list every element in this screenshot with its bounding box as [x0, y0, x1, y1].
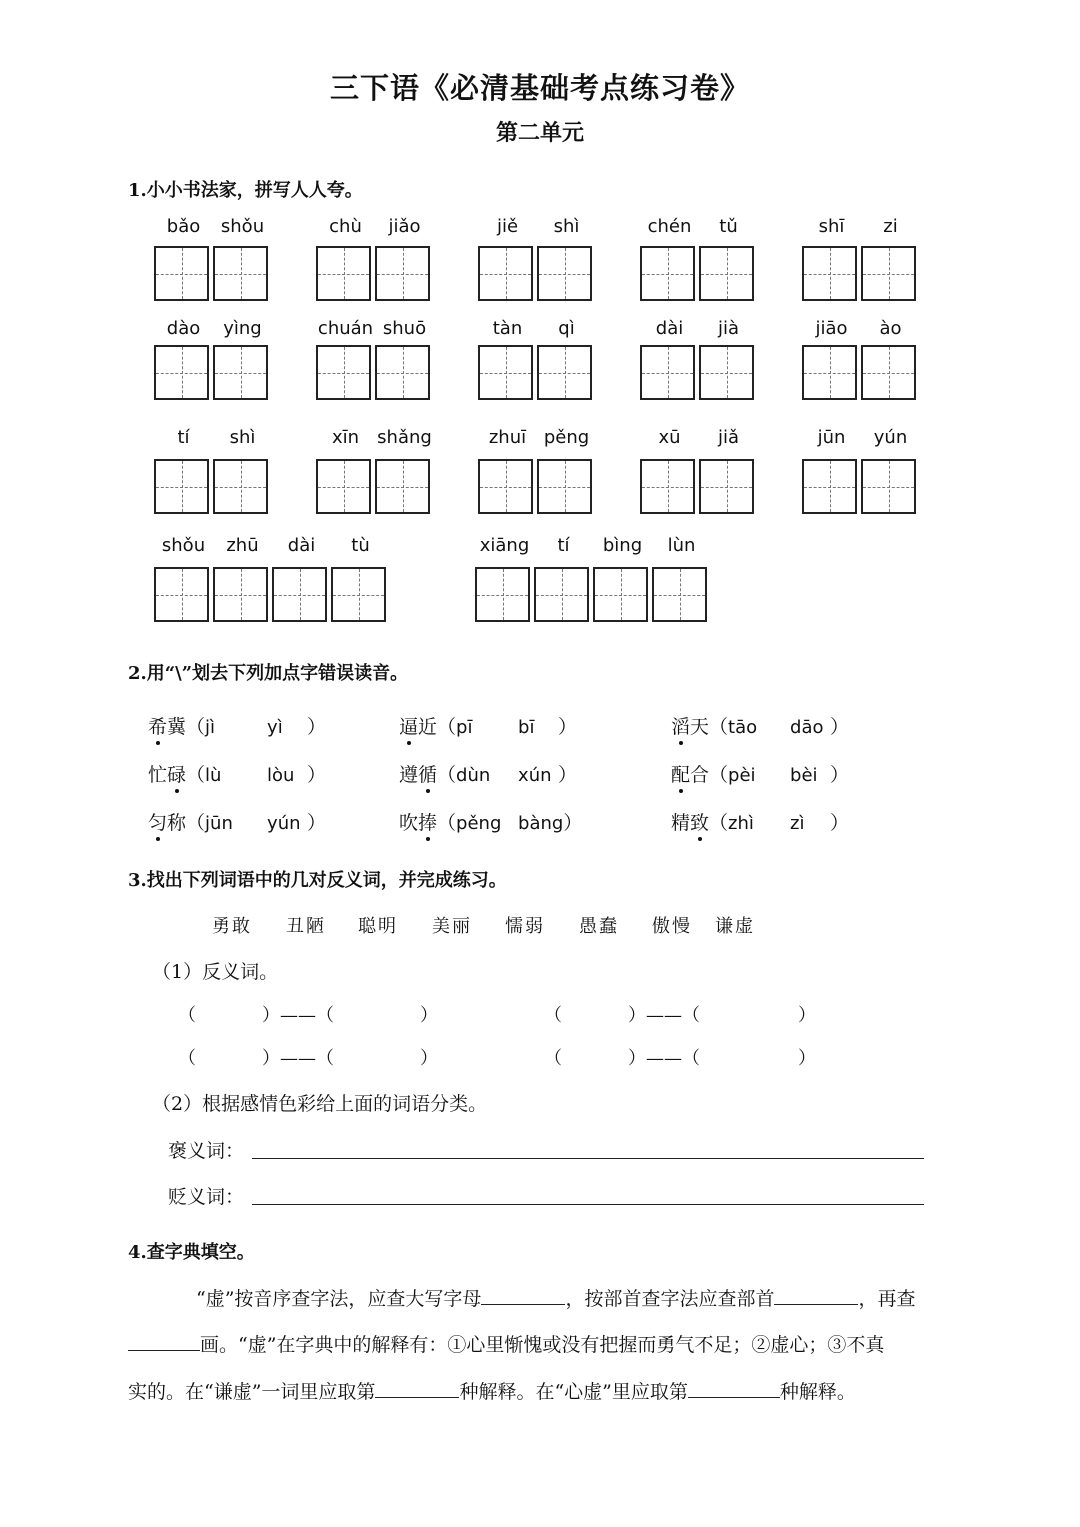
dotted-character: 希 [148, 712, 167, 739]
pinyin-label: qì [558, 318, 575, 339]
pinyin-label: dào [166, 318, 201, 339]
pinyin-label: shī [818, 216, 845, 237]
pronunciation-item [671, 808, 849, 835]
writing-grid-cell[interactable] [699, 246, 754, 301]
word-bank-item: 丑陋 [286, 916, 326, 937]
close-paren: ） [830, 812, 850, 834]
character: 忙 [148, 764, 168, 786]
grid-guide-vertical [241, 461, 242, 512]
writing-grid-cell[interactable] [213, 567, 268, 622]
pinyin-label: dài [655, 318, 684, 339]
dotted-character: 捧 [418, 808, 437, 835]
pinyin-label: yìng [223, 318, 262, 339]
writing-grid-cell[interactable] [640, 345, 695, 400]
grid-guide-vertical [668, 347, 669, 398]
pinyin-label: tǔ [719, 216, 738, 237]
pinyin-label: shì [553, 216, 580, 237]
writing-grid-cell[interactable] [213, 459, 268, 514]
close-paren: ） [830, 764, 850, 786]
positive-words-label: 褒义词： [168, 1140, 245, 1162]
antonym-pair-bracket: （ [178, 1048, 196, 1069]
open-paren: （ [186, 716, 206, 738]
antonym-blank[interactable] [196, 999, 260, 1025]
pronunciation-item [399, 712, 577, 739]
writing-grid-cell[interactable] [272, 567, 327, 622]
grid-guide-vertical [403, 461, 404, 512]
writing-grid-cell[interactable] [699, 345, 754, 400]
pronunciation-item [399, 808, 582, 835]
reading-option-b[interactable]: yún [267, 813, 301, 834]
writing-grid-cell[interactable] [316, 246, 371, 301]
grid-guide-vertical [344, 347, 345, 398]
grid-guide-vertical [403, 248, 404, 299]
antonym-pair-bracket: ）——（ [628, 1005, 700, 1026]
q3-heading: 3.找出下列词语中的几对反义词，并完成练习。 [128, 870, 507, 891]
pinyin-label: tí [557, 535, 570, 556]
writing-grid-cell[interactable] [213, 246, 268, 301]
positive-words-answer-line[interactable] [252, 1158, 924, 1159]
antonym-blank[interactable] [562, 999, 626, 1025]
grid-guide-vertical [503, 569, 504, 620]
close-paren: ） [563, 812, 583, 834]
grid-guide-vertical [830, 461, 831, 512]
antonym-pair-bracket: ） [420, 1048, 438, 1069]
reading-option-b[interactable]: dāo [790, 717, 824, 738]
pinyin-label: jiǎ [717, 427, 740, 448]
reading-option-a[interactable]: zhì [728, 813, 754, 834]
reading-option-a[interactable]: pěng [456, 813, 502, 834]
pinyin-label: jiě [496, 216, 519, 237]
negative-words-label: 贬义词： [168, 1186, 245, 1208]
reading-option-a[interactable]: lù [205, 765, 222, 786]
word-bank-item: 傲慢 [652, 916, 692, 937]
radical-blank[interactable] [774, 1304, 858, 1305]
grid-guide-vertical [889, 248, 890, 299]
writing-grid-cell[interactable] [154, 567, 209, 622]
open-paren: （ [437, 716, 457, 738]
writing-grid-cell[interactable] [652, 567, 707, 622]
reading-option-b[interactable]: bèi [790, 765, 818, 786]
pinyin-label: shì [229, 427, 256, 448]
writing-grid-cell[interactable] [534, 567, 589, 622]
q4-line-1-text-c: ，再查 [858, 1288, 916, 1310]
q4-line-3-text-a: 实的。在“谦虚”一词里应取第 [128, 1381, 376, 1403]
antonym-pair-bracket: ）——（ [262, 1005, 334, 1026]
grid-guide-vertical [506, 461, 507, 512]
writing-grid-cell[interactable] [475, 567, 530, 622]
dotted-character: 循 [418, 760, 437, 787]
letter-blank[interactable] [481, 1304, 565, 1305]
q4-line-3-text-b: 种解释。在“心虚”里应取第 [459, 1381, 688, 1403]
writing-grid-cell[interactable] [861, 246, 916, 301]
grid-guide-vertical [668, 461, 669, 512]
reading-option-b[interactable]: xún [518, 765, 552, 786]
dotted-character: 配 [671, 760, 690, 787]
open-paren: （ [186, 812, 206, 834]
reading-option-a[interactable]: jūn [205, 813, 233, 834]
antonym-pair-bracket: （ [544, 1048, 562, 1069]
pronunciation-item [148, 712, 326, 739]
page-subtitle: 第二单元 [495, 120, 584, 146]
close-paren: ） [558, 716, 578, 738]
grid-guide-vertical [668, 248, 669, 299]
antonym-pair-bracket: ） [798, 1048, 816, 1069]
reading-option-b[interactable]: zì [790, 813, 805, 834]
close-paren: ） [830, 716, 850, 738]
antonym-pair-bracket: （ [544, 1005, 562, 1026]
page-title: 三下语《必清基础考点练习卷》 [329, 71, 750, 105]
close-paren: ） [307, 716, 327, 738]
antonym-blank[interactable] [196, 1042, 260, 1068]
pinyin-label: bìng [602, 535, 643, 556]
reading-option-b[interactable]: lòu [267, 765, 295, 786]
writing-grid-cell[interactable] [593, 567, 648, 622]
character: 近 [418, 716, 438, 738]
q4-heading: 4.查字典填空。 [128, 1242, 255, 1263]
writing-grid-cell[interactable] [537, 459, 592, 514]
pronunciation-item [148, 760, 326, 787]
grid-guide-vertical [344, 248, 345, 299]
reading-option-a[interactable]: pī [456, 717, 473, 738]
grid-guide-vertical [621, 569, 622, 620]
reading-option-b[interactable]: bàng [518, 813, 564, 834]
writing-grid-cell[interactable] [640, 246, 695, 301]
dotted-character: 匀 [148, 808, 167, 835]
open-paren: （ [709, 764, 729, 786]
grid-guide-vertical [506, 248, 507, 299]
pinyin-label: shǎng [377, 427, 432, 448]
writing-grid-cell[interactable] [802, 459, 857, 514]
reading-option-a[interactable]: dùn [456, 765, 491, 786]
dotted-character: 碌 [167, 760, 186, 787]
character: 精 [671, 812, 691, 834]
reading-option-b[interactable]: bī [518, 717, 535, 738]
q3-part2-label: （2）根据感情色彩给上面的词语分类。 [152, 1093, 488, 1115]
grid-guide-vertical [562, 569, 563, 620]
pinyin-label: tù [351, 535, 370, 556]
dotted-character: 滔 [671, 712, 690, 739]
antonym-blank[interactable] [562, 1042, 626, 1068]
pinyin-label: bǎo [166, 216, 201, 237]
writing-grid-cell[interactable] [375, 345, 430, 400]
open-paren: （ [709, 812, 729, 834]
writing-grid-cell[interactable] [537, 345, 592, 400]
reading-option-b[interactable]: yì [267, 717, 283, 738]
grid-guide-vertical [565, 248, 566, 299]
pinyin-label: lùn [667, 535, 696, 556]
writing-grid-cell[interactable] [331, 567, 386, 622]
character: 合 [690, 764, 710, 786]
word-bank-item: 谦虚 [715, 916, 755, 937]
qianxu-meaning-blank[interactable] [375, 1397, 459, 1398]
pinyin-label: shǒu [161, 535, 206, 556]
word-bank-item: 美丽 [432, 916, 472, 937]
xinxu-meaning-blank[interactable] [688, 1397, 780, 1398]
writing-grid-cell[interactable] [537, 246, 592, 301]
q4-line-1-text-a: “虚”按音序查字法，应查大写字母 [196, 1288, 482, 1310]
open-paren: （ [186, 764, 206, 786]
grid-guide-vertical [359, 569, 360, 620]
pinyin-label: shǒu [220, 216, 265, 237]
antonym-pair-bracket: ）——（ [262, 1048, 334, 1069]
grid-guide-vertical [889, 347, 890, 398]
grid-guide-vertical [727, 347, 728, 398]
pinyin-label: tí [177, 427, 190, 448]
close-paren: ） [307, 812, 327, 834]
antonym-blank[interactable] [346, 1042, 416, 1068]
character: 天 [690, 716, 710, 738]
grid-guide-vertical [727, 248, 728, 299]
grid-guide-vertical [565, 347, 566, 398]
word-bank-item: 勇敢 [212, 916, 252, 937]
writing-grid-cell[interactable] [316, 345, 371, 400]
pronunciation-item [671, 712, 849, 739]
q4-line-3 [128, 1377, 856, 1404]
writing-grid-cell[interactable] [861, 345, 916, 400]
pronunciation-item [148, 808, 326, 835]
stroke-count-blank[interactable] [128, 1350, 200, 1351]
antonym-pair-bracket: ）——（ [628, 1048, 700, 1069]
negative-words-answer-line[interactable] [252, 1204, 924, 1205]
writing-grid-cell[interactable] [154, 246, 209, 301]
grid-guide-vertical [182, 569, 183, 620]
antonym-pair-bracket: ） [420, 1005, 438, 1026]
character: 遵 [399, 764, 419, 786]
grid-guide-vertical [727, 461, 728, 512]
antonym-pair-bracket: （ [178, 1005, 196, 1026]
antonym-pair-bracket: ） [798, 1005, 816, 1026]
writing-grid-cell[interactable] [478, 459, 533, 514]
pinyin-label: zi [883, 216, 898, 237]
pinyin-label: jūn [817, 427, 846, 448]
character: 冀 [167, 716, 187, 738]
writing-grid-cell[interactable] [154, 345, 209, 400]
q4-line-2-text: 画。“虚”在字典中的解释有：①心里惭愧或没有把握而勇气不足；②虚心；③不真 [200, 1334, 885, 1356]
grid-guide-vertical [182, 461, 183, 512]
reading-option-a[interactable]: tāo [728, 717, 758, 738]
pinyin-label: zhuī [488, 427, 527, 448]
grid-guide-vertical [182, 248, 183, 299]
writing-grid-cell[interactable] [699, 459, 754, 514]
pronunciation-item [671, 760, 849, 787]
close-paren: ） [558, 764, 578, 786]
writing-grid-cell[interactable] [802, 345, 857, 400]
open-paren: （ [437, 812, 457, 834]
q4-line-2 [128, 1330, 884, 1357]
dotted-character: 致 [690, 808, 709, 835]
pinyin-label: ào [879, 318, 902, 339]
q3-part1-label: （1）反义词。 [152, 961, 279, 983]
pinyin-label: xiāng [479, 535, 530, 556]
q4-line-1-text-b: ，按部首查字法应查部首 [565, 1288, 775, 1310]
pinyin-label: shuō [382, 318, 427, 339]
q4-line-3-text-c: 种解释。 [779, 1381, 856, 1403]
writing-grid-cell[interactable] [154, 459, 209, 514]
pinyin-label: jiāo [815, 318, 848, 339]
antonym-blank[interactable] [346, 999, 416, 1025]
grid-guide-vertical [403, 347, 404, 398]
word-bank-item: 聪明 [358, 916, 398, 937]
writing-grid-cell[interactable] [375, 459, 430, 514]
writing-grid-cell[interactable] [316, 459, 371, 514]
antonym-blank[interactable] [712, 1042, 794, 1068]
grid-guide-vertical [300, 569, 301, 620]
grid-guide-vertical [889, 461, 890, 512]
grid-guide-vertical [344, 461, 345, 512]
pinyin-label: jià [717, 318, 740, 339]
grid-guide-vertical [830, 347, 831, 398]
word-bank-item: 愚蠢 [579, 916, 619, 937]
grid-guide-vertical [680, 569, 681, 620]
q2-heading: 2.用“\”划去下列加点字错误读音。 [128, 663, 409, 684]
writing-grid-cell[interactable] [478, 246, 533, 301]
pinyin-label: xīn [331, 427, 360, 448]
writing-grid-cell[interactable] [478, 345, 533, 400]
grid-guide-vertical [565, 461, 566, 512]
grid-guide-vertical [241, 248, 242, 299]
open-paren: （ [437, 764, 457, 786]
grid-guide-vertical [506, 347, 507, 398]
grid-guide-vertical [830, 248, 831, 299]
q4-line-1 [196, 1284, 915, 1311]
antonym-blank[interactable] [712, 999, 794, 1025]
pinyin-label: dài [287, 535, 316, 556]
pinyin-label: yún [873, 427, 908, 448]
grid-guide-vertical [241, 569, 242, 620]
writing-grid-cell[interactable] [861, 459, 916, 514]
pinyin-label: zhū [226, 535, 259, 556]
close-paren: ） [307, 764, 327, 786]
word-bank-item: 懦弱 [505, 916, 545, 937]
q1-heading: 1.小小书法家，拼写人人夸。 [128, 180, 363, 201]
pinyin-label: chù [329, 216, 362, 237]
grid-guide-vertical [241, 347, 242, 398]
reading-option-a[interactable]: pèi [728, 765, 756, 786]
writing-grid-cell[interactable] [213, 345, 268, 400]
grid-guide-vertical [182, 347, 183, 398]
writing-grid-cell[interactable] [802, 246, 857, 301]
character: 称 [167, 812, 187, 834]
pinyin-label: chuán [317, 318, 374, 339]
writing-grid-cell[interactable] [640, 459, 695, 514]
pinyin-label: tàn [492, 318, 523, 339]
pinyin-label: pěng [543, 427, 590, 448]
dotted-character: 逼 [399, 712, 418, 739]
reading-option-a[interactable]: jì [205, 717, 216, 738]
pinyin-label: jiǎo [388, 216, 421, 237]
character: 吹 [399, 812, 419, 834]
open-paren: （ [709, 716, 729, 738]
pinyin-label: chén [647, 216, 692, 237]
pronunciation-item [399, 760, 577, 787]
pinyin-label: xū [658, 427, 681, 448]
writing-grid-cell[interactable] [375, 246, 430, 301]
